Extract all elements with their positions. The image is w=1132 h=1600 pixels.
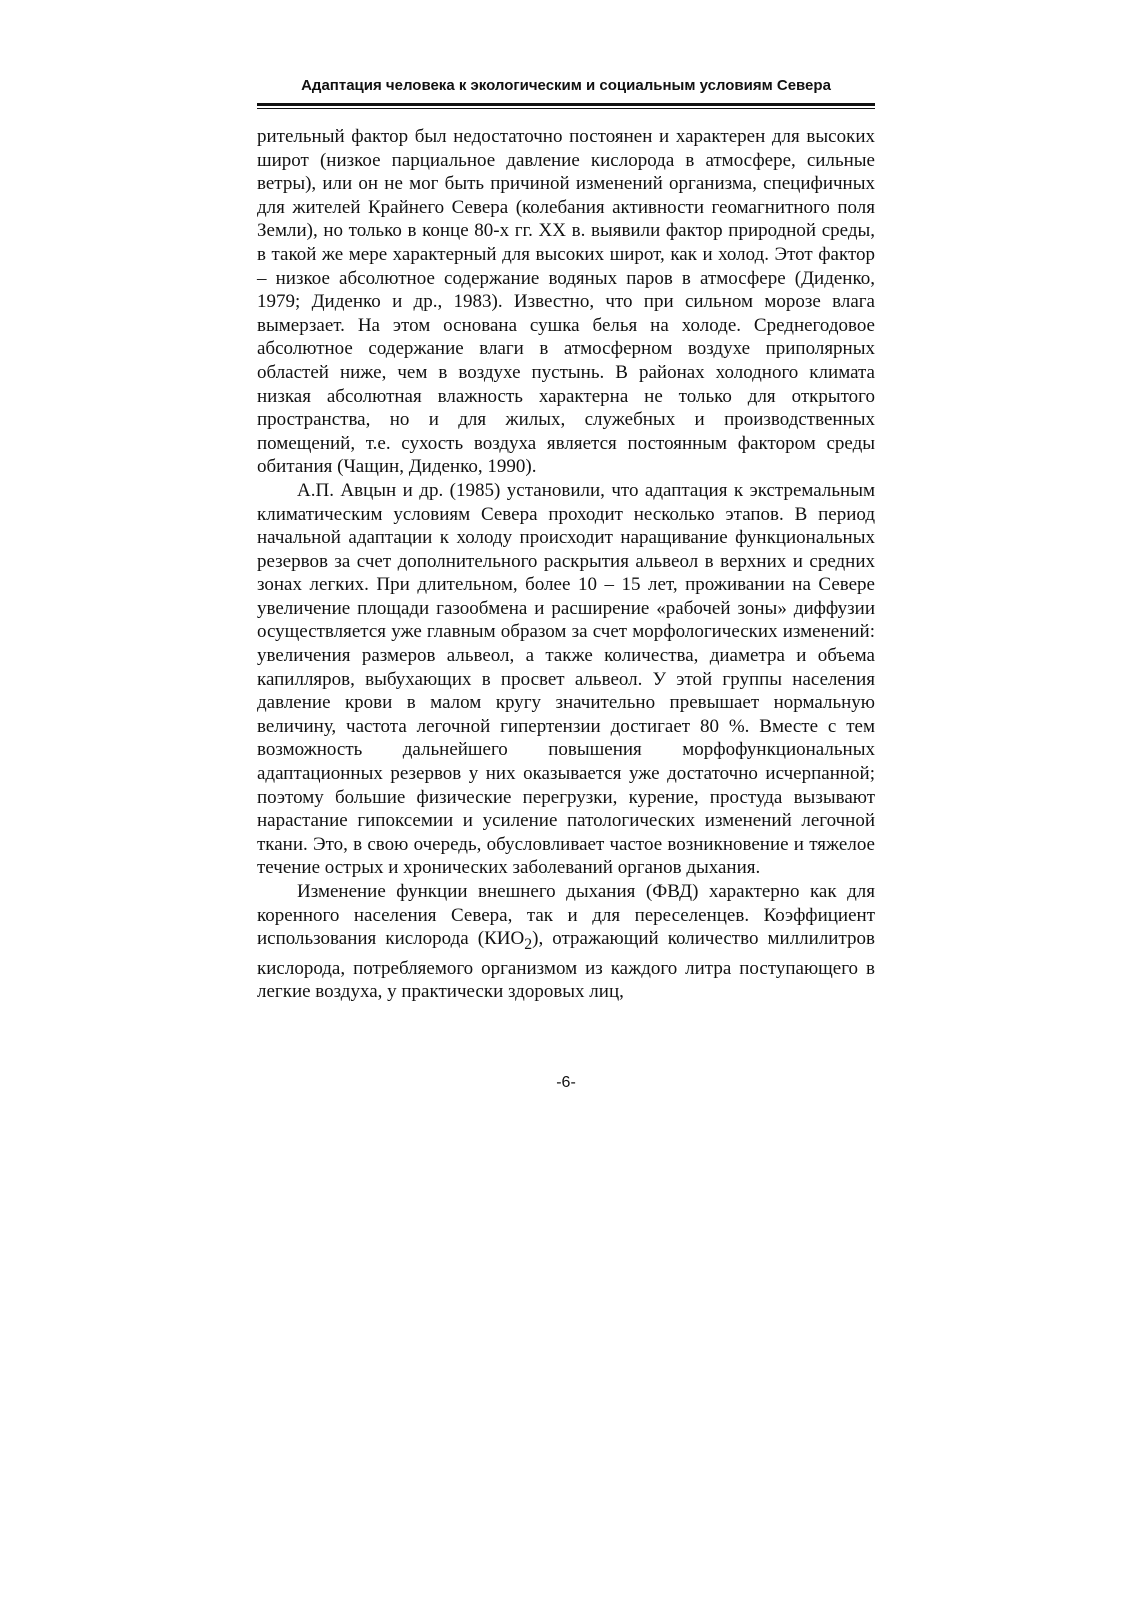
header-rule-thin — [257, 108, 875, 109]
header-rule-thick — [257, 103, 875, 106]
paragraph-3-text-before: Изменение функции внешнего дыхания (ФВД) характерно как для коренного населения Севера, так и для переселенцев. Коэффициент использования кислорода (КИО — [257, 881, 875, 950]
paragraph-3 — [257, 880, 875, 1004]
body-text — [257, 125, 875, 1004]
paragraph-2: А.П. Авцын и др. (1985) установили, что адаптация к экстремальным климатическим условиям Севера проходит несколько этапов. В период начальной адаптации к холоду происходит наращивание функциональных резервов за счет дополнительного раскрытия альвеол в верхних и средних зонах легких. При длительном, более 10 – 15 лет, проживании на Севере увеличение площади газообмена и расширение «рабочей зоны» диффузии осуществляется уже главным образом за счет морфологических изменений: увеличения размеров альвеол, а также количества, диаметра и объема капилляров, выбухающих в просвет альвеол. У этой группы населения давление крови в малом кругу значительно превышает нормальную величину, частота легочной гипертензии достигает 80 %. Вместе с тем возможность дальнейшего повышения морфофункциональных адаптационных резервов у них оказывается уже достаточно исчерпанной; поэтому большие физические перегрузки, курение, простуда вызывают нарастание гипоксемии и усиление патологических изменений легочной ткани. Это, в свою очередь, обусловливает частое возникновение и тяжелое течение острых и хронических заболеваний органов дыхания. — [257, 479, 875, 879]
paragraph-1: рительный фактор был недостаточно постоянен и характерен для высоких широт (низкое парциальное давление кислорода в атмосфере, сильные ветры), или он не мог быть причиной изменений организма, специфичных для жителей Крайнего Севера (колебания активности геомагнитного поля Земли), но только в конце 80-х гг. XX в. выявили фактор природной среды, в такой же мере характерный для высоких широт, как и холод. Этот фактор – низкое абсолютное содержание водяных паров в атмосфере (Диденко, 1979; Диденко и др., 1983). Известно, что при сильном морозе влага вымерзает. На этом основана сушка белья на холоде. Среднегодовое абсолютное содержание влаги в атмосферном воздухе приполярных областей ниже, чем в воздухе пустынь. В районах холодного климата низкая абсолютная влажность характерна не только для открытого пространства, но и для жилых, служебных и производственных помещений, т.е. сухость воздуха является постоянным фактором среды обитания (Чащин, Диденко, 1990). — [257, 126, 875, 478]
oxygen-subscript: 2 — [524, 935, 533, 953]
paragraph-3-text-after: ), отражающий количество миллилитров кислорода, потребляемого организмом из каждого литра поступающего в легкие воздуха, у практически здоровых лиц, — [257, 928, 875, 1003]
page-number: -6- — [556, 1074, 576, 1091]
running-header — [257, 76, 875, 109]
header-title: Адаптация человека к экологическим и социальным условиям Севера — [301, 77, 831, 94]
